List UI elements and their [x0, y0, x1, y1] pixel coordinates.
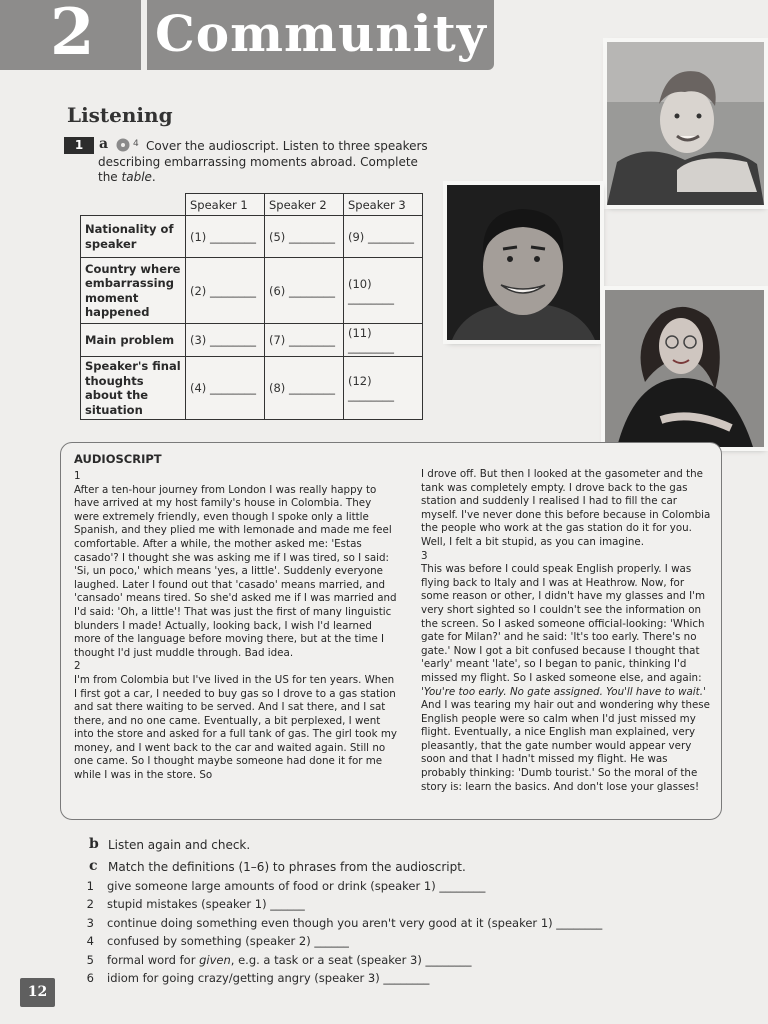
table-row — [81, 357, 423, 420]
item-text: give someone large amounts of food or drink (speaker 1) ________ — [107, 879, 486, 893]
photo-young-man — [607, 42, 764, 205]
answer-blank[interactable]: (1) ________ — [186, 216, 265, 258]
speaker-number: 3 — [421, 549, 428, 562]
answer-blank[interactable]: (9) ________ — [344, 216, 423, 258]
instruction-italic: table — [121, 170, 152, 184]
answer-blank[interactable]: (11) ________ — [344, 324, 423, 357]
exercise-c-instruction: Match the definitions (1–6) to phrases from the audioscript. — [108, 860, 466, 874]
list-item — [84, 934, 604, 952]
answer-blank[interactable]: (6) ________ — [265, 258, 344, 324]
photo-smiling-man — [447, 185, 600, 340]
item-text: continue doing something even though you aren't very good at it (speaker 1) ________ — [107, 915, 603, 930]
item-text: stupid mistakes (speaker 1) ______ — [107, 897, 305, 912]
speaker-3-text-end: And I was tearing my hair out and wondering why these English people were so calm when I'd just missed my flight. Eventually, a nice English man explained, very pleasantly, that the gate number would appear very soon and that I hadn't missed my flight. He was probably thinking: 'Dumb tourist.' So the moral of the story is: learn the basics. And don't lose your glasses! — [421, 699, 711, 793]
speaker-3-text-italic: 'You're too early. No gate assigned. You'll have to wait.' — [421, 685, 706, 698]
table-row — [81, 258, 423, 324]
speaker-2-text-continued: I drove off. But then I looked at the gasometer and the tank was completely empty. I drove back to the gas station and suddenly I realised I had to fill the car myself. I've never done this before because in Colombia the people who work at the gas station do it for you. Well, I felt a bit stupid, as you can imagine. — [421, 468, 711, 548]
exercise-instruction — [98, 139, 428, 186]
item-number: 6 — [86, 970, 94, 985]
answer-blank[interactable]: (8) ________ — [265, 357, 344, 420]
section-heading: Listening — [67, 103, 173, 127]
table-row — [81, 216, 423, 258]
exercise-badge: 1 — [64, 137, 94, 154]
audioscript-heading: AUDIOSCRIPT — [74, 452, 162, 466]
item-text-end: , e.g. a task or a seat (speaker 3) ________ — [230, 952, 472, 967]
item-text: idiom for going crazy/getting angry (speaker 3) ________ — [107, 970, 430, 985]
row-label: Nationality of speaker — [81, 216, 186, 258]
item-number: 2 — [86, 897, 94, 912]
exercise-b-instruction: Listen again and check. — [108, 838, 251, 852]
speaker-2-text: I'm from Colombia but I've lived in the US for ten years. When I first got a car, I needed to buy gas so I drove to a gas station and sat there waiting to be served. And I sat there, and I sat there, and no one came. Eventually, a bit perplexed, I went into the store and asked for a full tank of gas. The girl took my money, and I went back to the car and waited again. Still no one came. So I thought maybe someone had done it for me while I was in the store. So — [74, 673, 397, 782]
definition-list — [84, 879, 604, 989]
answer-blank[interactable]: (5) ________ — [265, 216, 344, 258]
item-number: 5 — [86, 952, 94, 967]
unit-number: 2 — [50, 0, 95, 70]
list-item — [84, 916, 604, 934]
table-header-row — [81, 194, 423, 216]
item-text-start: formal word for — [107, 952, 200, 967]
answer-blank[interactable]: (3) ________ — [186, 324, 265, 357]
photo-woman-with-glasses — [605, 290, 764, 447]
audioscript-column-right — [421, 468, 711, 794]
answer-blank[interactable]: (2) ________ — [186, 258, 265, 324]
table-row — [81, 324, 423, 357]
table-header: Speaker 3 — [344, 194, 423, 216]
table-header: Speaker 1 — [186, 194, 265, 216]
audioscript-column-left — [74, 470, 399, 783]
header-divider — [141, 0, 147, 70]
speaker-3-text-start: This was before I could speak English properly. I was flying back to Italy and I was at Heathrow. Now, for some reason or other, I didn't have my glasses and I'm very short sighted so I couldn't see the information on the screen. So I asked someone official-looking: 'Which gate for Milan?' and he said: 'It's too early. There's no gate.' Now I got a bit confused because I thought that 'early' meant 'late', so I began to panic, thinking I'd missed my flight. So I asked someone else, and again: — [421, 563, 705, 684]
instruction-text: Cover the audioscript. Listen to three speakers describing embarrassing moments abroad. Complete the — [98, 139, 428, 184]
list-item — [84, 897, 604, 915]
exercise-letter: a — [99, 136, 109, 152]
answer-blank[interactable]: (4) ________ — [186, 357, 265, 420]
list-item — [84, 879, 604, 897]
table-header: Speaker 2 — [265, 194, 344, 216]
speaker-3-text — [421, 563, 711, 794]
item-text-italic: given — [199, 952, 231, 967]
item-number: 3 — [86, 915, 94, 930]
speaker-1-text: After a ten-hour journey from London I was really happy to have arrived at my host family's house in Colombia. They were extremely friendly, even though I spoke only a little Spanish, and they plied me with lemonade and made me feel comfortable. After a while, the mother asked me: 'Estas casado'? I thought she was asking me if I was tired, so I said: 'Si, un poco,' which means 'yes, a little'. Suddenly everyone laughed. Later I found out that 'casado' means married, and 'cansado' means tired. So she'd asked me if I was married and I'd said: 'Oh, a little'! That was just the first of many linguistic blunders I made! Actually, looking back, I wish I'd learned more of the language before moving there, but at the time I thought I'd just muddle through. Bad idea. — [74, 483, 397, 659]
list-item — [84, 971, 604, 989]
speaker-number: 2 — [74, 660, 81, 673]
cd-track-number: 4 — [133, 139, 139, 149]
exercise-c-letter: c — [89, 858, 98, 874]
exercise-b-letter: b — [89, 836, 99, 852]
list-item — [84, 953, 604, 971]
item-number: 1 — [86, 879, 94, 893]
row-label: Speaker's final thoughts about the situation — [81, 357, 186, 420]
answer-blank[interactable]: (12) ________ — [344, 357, 423, 420]
row-label: Country where embarrassing moment happened — [81, 258, 186, 324]
speaker-number: 1 — [74, 470, 81, 482]
table-corner — [81, 194, 186, 216]
item-text: confused by something (speaker 2) ______ — [107, 934, 349, 949]
instruction-end: . — [151, 170, 156, 184]
answer-blank[interactable]: (10) ________ — [344, 258, 423, 324]
page-number: 12 — [20, 978, 55, 1007]
answer-blank[interactable]: (7) ________ — [265, 324, 344, 357]
unit-title: Community — [155, 4, 487, 63]
item-number: 4 — [86, 934, 94, 949]
item-text — [107, 953, 471, 971]
listening-table — [80, 193, 423, 420]
row-label: Main problem — [81, 324, 186, 357]
